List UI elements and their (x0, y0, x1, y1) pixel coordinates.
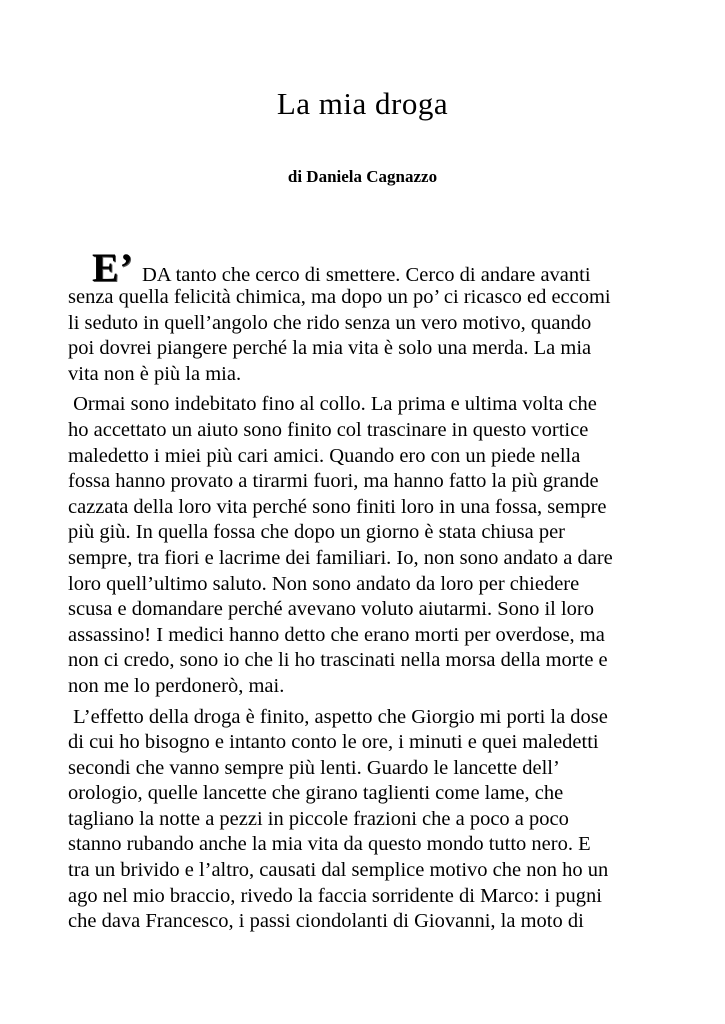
text-line: li seduto in quell’angolo che rido senza un vero motivo, quando (68, 311, 592, 334)
paragraph (68, 705, 658, 935)
drop-cap: E’ (92, 245, 134, 290)
paragraph (68, 392, 658, 699)
text-line: secondi che vanno sempre più lenti. Guardo le lancette dell’ (68, 756, 560, 779)
text-line: di cui ho bisogno e intanto conto le ore, i minuti e quei maledetti (68, 731, 599, 754)
text-line: vita non è più la mia. (68, 362, 242, 385)
text-line: non me lo perdonerò, mai. (68, 674, 285, 697)
text-line: L’effetto della droga è finito, aspetto che Giorgio mi porti la dose (68, 705, 608, 728)
document-author: di Daniela Cagnazzo (287, 167, 438, 186)
text-line: poi dovrei piangere perché la mia vita è solo una merda. La mia (68, 337, 592, 360)
text-line: scusa e domandare perché avevano voluto aiutarmi. Sono il loro (68, 598, 595, 621)
document-title: La mia droga (276, 86, 449, 121)
text-line: non ci credo, sono io che li ho trascinati nella morsa della morte e (68, 649, 608, 672)
text-line: maledetto i miei più cari amici. Quando ero con un piede nella (68, 444, 581, 467)
text-line: senza quella felicità chimica, ma dopo un po’ ci ricasco ed eccomi (68, 286, 611, 308)
text-line: loro quell’ultimo saluto. Non sono andato da loro per chiedere (68, 572, 580, 595)
text-line: tra un brivido e l’altro, causati dal semplice motivo che non ho un (68, 859, 609, 882)
text-line: ho accettato un aiuto sono finito col trascinare in questo vortice (68, 418, 589, 441)
text-line: orologio, quelle lancette che girano taglienti come lame, che (68, 782, 564, 805)
text-line: Ormai sono indebitato fino al collo. La prima e ultima volta che (68, 393, 597, 416)
text-line: tagliano la notte a pezzi in piccole frazioni che a poco a poco (68, 807, 569, 830)
paragraph (68, 245, 658, 387)
paragraph-first-line (68, 245, 658, 290)
text-line: fossa hanno provato a tirarmi fuori, ma hanno fatto la più grande (68, 470, 599, 493)
text-line: che dava Francesco, i passi ciondolanti di Giovanni, la moto di (68, 910, 584, 933)
text-line: sempre, tra fiori e lacrime dei familiari. Io, non sono andato a dare (68, 546, 613, 569)
text-line: assassino! I medici hanno detto che erano morti per overdose, ma (68, 623, 605, 646)
text-line: più giù. In quella fossa che dopo un giorno è stata chiusa per (68, 521, 565, 544)
text-line: stanno rubando anche la mia vita da questo mondo tutto nero. E (68, 833, 591, 856)
document-body (68, 245, 658, 935)
first-line-text: DA tanto che cerco di smettere. Cerco di andare avanti (142, 264, 591, 286)
text-line: cazzata della loro vita perché sono finiti loro in una fossa, sempre (68, 495, 607, 518)
text-line: ago nel mio braccio, rivedo la faccia sorridente di Marco: i pugni (68, 884, 602, 907)
